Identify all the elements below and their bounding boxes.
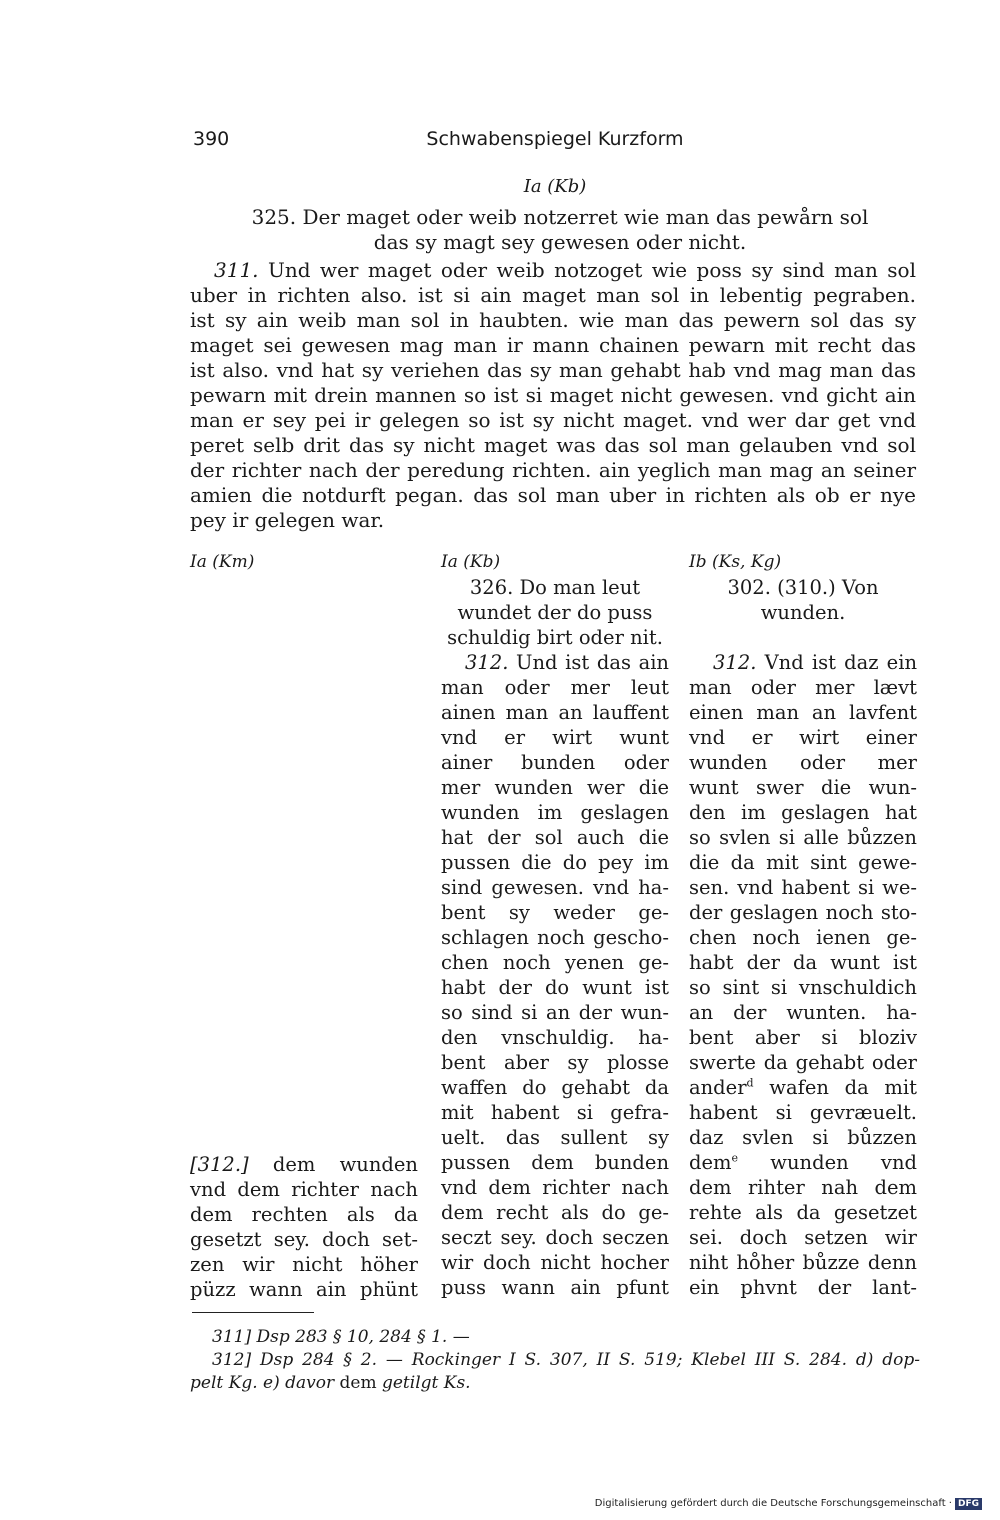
footnote-311: 311] Dsp 283 § 10, 284 § 1. — <box>212 1327 470 1347</box>
main-text <box>190 258 916 533</box>
footnotes <box>190 1326 920 1395</box>
text-line: hat der sol auch die <box>441 826 669 849</box>
text-line: waffen do gehabt da <box>441 1076 669 1099</box>
article-number: 312. <box>713 651 757 674</box>
text-line: den vnschuldig. ha- <box>441 1026 669 1049</box>
text-line: an der wunten. ha- <box>689 1001 917 1024</box>
text-line: sei. doch setzen wir <box>689 1226 917 1249</box>
text-line: püzz wann ain phünt <box>190 1278 418 1301</box>
column-c <box>689 575 917 1300</box>
running-head: Schwabenspiegel Kurzform <box>426 128 684 150</box>
text-line: den im geslagen hat <box>689 801 917 824</box>
text-line: habt der da wunt ist <box>689 951 917 974</box>
chapter-heading <box>230 205 890 255</box>
column-label-b: Ia (Kb) <box>441 552 501 572</box>
footnote-312: 312] Dsp 284 § 2. — Rockinger I S. 307, II S. 519; Klebel III S. 284. d) dop- <box>212 1350 920 1370</box>
heading-line: schuldig birt oder nit. <box>447 626 663 649</box>
column-heading <box>689 575 917 625</box>
text-line: schlagen noch gescho- <box>441 926 669 949</box>
text-line: ainer bunden oder <box>441 751 669 774</box>
text-line: die da mit sint gewe- <box>689 851 917 874</box>
text-line: seczt sey. doch seczen <box>441 1226 669 1249</box>
text-line: puss wann ain pfunt <box>441 1276 669 1299</box>
footnote-rule <box>192 1312 314 1313</box>
text-line: ander$^d$ wafen da mit <box>689 1076 917 1099</box>
text-line: amien die notdurft pegan. das sol man uber in richten als ob er nye <box>190 483 916 507</box>
chapter-heading-line: das sy magt sey gewesen oder nicht. <box>373 230 747 254</box>
dfg-logo-icon: DFG <box>955 1498 982 1510</box>
text-line: vnd dem richter nach <box>441 1176 669 1199</box>
text-line: wir doch nicht hocher <box>441 1251 669 1274</box>
page-number: 390 <box>193 128 230 150</box>
text-line: ainen man an lauffent <box>441 701 669 724</box>
text-line: bent aber sy plosse <box>441 1051 669 1074</box>
text-line: habent si gevræuelt. <box>689 1101 917 1124</box>
text-line: [312.] dem wunden <box>190 1153 418 1176</box>
text-line: ein phvnt der lant- <box>689 1276 917 1299</box>
text-line: pussen dem bunden <box>441 1151 669 1174</box>
column-a <box>190 1152 418 1302</box>
footnote-marker-e: e <box>731 1151 739 1165</box>
text-line: pey ir gelegen war. <box>190 508 385 532</box>
text-line: der geslagen noch sto- <box>689 901 917 924</box>
column-b <box>441 575 669 1300</box>
article-number: 312. <box>465 651 509 674</box>
text-line: man oder mer lævt <box>689 676 917 699</box>
text-line: uelt. das sullent sy <box>441 1126 669 1149</box>
article-number: 311. <box>214 258 259 282</box>
text-line: sen. vnd habent si we- <box>689 876 917 899</box>
footnote-312-cont: pelt Kg. e) davor dem getilgt Ks. <box>190 1373 471 1393</box>
text-line: gesetzt sey. doch set- <box>190 1228 418 1251</box>
heading-line: 302. (310.) Von <box>727 576 879 599</box>
spacer <box>689 625 917 650</box>
text-line: habt der do wunt ist <box>441 976 669 999</box>
text-line: chen noch yenen ge- <box>441 951 669 974</box>
text-line: vnd er wirt einer <box>689 726 917 749</box>
text-line: vnd er wirt wunt <box>441 726 669 749</box>
column-label-c: Ib (Ks, Kg) <box>689 552 782 572</box>
digitization-credit: Digitalisierung gefördert durch die Deutsche Forschungsgemeinschaft · DFG <box>595 1498 982 1510</box>
text-line: dem$^e$ wunden vnd <box>689 1151 917 1174</box>
text-line: zen wir nicht höher <box>190 1253 418 1276</box>
text-line: uber in richten also. ist si ain maget man sol in lebentig pegraben. <box>190 283 916 307</box>
footnote-marker-d: d <box>746 1076 754 1090</box>
text-line: dem rechten als da <box>190 1203 418 1226</box>
text-line: mer wunden wer die <box>441 776 669 799</box>
text-line: 312. Und ist das ain <box>465 651 669 674</box>
text-line: man er sey pei ir gelegen so ist sy nicht maget. vnd wer dar get vnd <box>190 408 916 432</box>
text-line: einen man an lavfent <box>689 701 917 724</box>
column-heading <box>441 575 669 650</box>
text-line: dem rihter nah dem <box>689 1176 917 1199</box>
text-line: peret selb drit das sy nicht maget was das sol man gelauben vnd sol <box>190 433 916 457</box>
text-line: 312. Vnd ist daz ein <box>713 651 917 674</box>
text-line: mit habent si gefra- <box>441 1101 669 1124</box>
text-line: 311. Und wer maget oder weib notzoget wie poss sy sind man sol <box>214 258 916 282</box>
text-line: der richter nach der peredung richten. ain yeglich man mag an seiner <box>190 458 916 482</box>
chapter-heading-line: 325. Der maget oder weib notzerret wie man das pewårn sol <box>251 205 869 229</box>
text-line: ist sy ain weib man sol in haubten. wie man das pewern sol das sy <box>190 308 916 332</box>
article-ref: [312.] <box>190 1153 249 1176</box>
heading-line: wunden. <box>760 601 846 624</box>
text-line: vnd dem richter nach <box>190 1178 418 1201</box>
text-line: sind gewesen. vnd ha- <box>441 876 669 899</box>
text-line: wunt swer die wun- <box>689 776 917 799</box>
text-line: so sint si vnschuldich <box>689 976 917 999</box>
text-line: wunden oder mer <box>689 751 917 774</box>
text-line: so svlen si alle bůzzen <box>689 826 917 849</box>
text-line: pewarn mit drein mannen so ist si maget nicht gewesen. vnd gicht ain <box>190 383 916 407</box>
text-line: bent sy weder ge- <box>441 901 669 924</box>
heading-line: 326. Do man leut <box>469 576 641 599</box>
text-line: maget sei gewesen mag man ir mann chainen pewarn mit recht das <box>190 333 916 357</box>
text-line: wunden im geslagen <box>441 801 669 824</box>
text-line: niht ho̊her bůzze denn <box>689 1251 917 1274</box>
text-line: dem recht als do ge- <box>441 1201 669 1224</box>
column-label-a: Ia (Km) <box>190 552 255 572</box>
text-line: bent aber si bloziv <box>689 1026 917 1049</box>
text-line: daz svlen si bůzzen <box>689 1126 917 1149</box>
text-line: chen noch ienen ge- <box>689 926 917 949</box>
heading-line: wundet der do puss <box>457 601 653 624</box>
text-line: so sind si an der wun- <box>441 1001 669 1024</box>
text-line: ist also. vnd hat sy veriehen das sy man gehabt hab vnd mag man das <box>190 358 916 382</box>
text-line: swerte da gehabt oder <box>689 1051 917 1074</box>
version-label-top: Ia (Kb) <box>523 176 587 197</box>
text-line: man oder mer leut <box>441 676 669 699</box>
text-line: pussen die do pey im <box>441 851 669 874</box>
text-line: rehte als da gesetzet <box>689 1201 917 1224</box>
